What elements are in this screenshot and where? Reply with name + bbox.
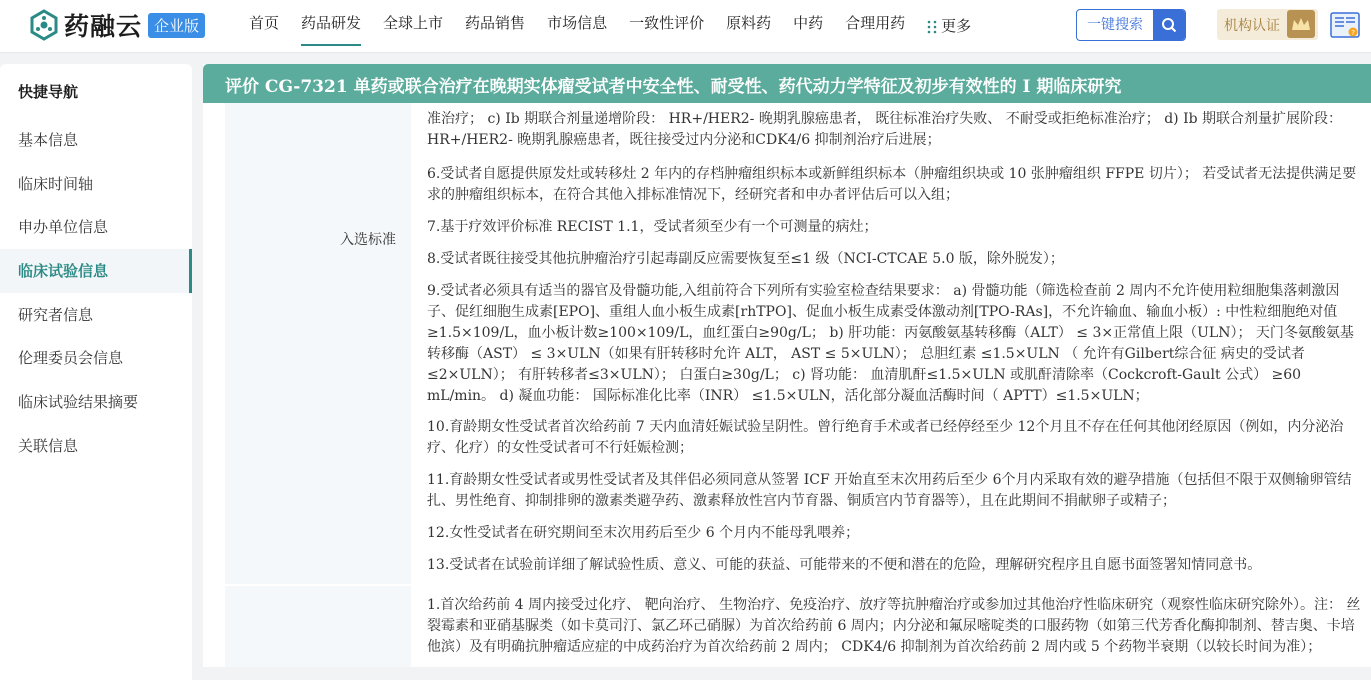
crown-icon (1287, 10, 1315, 38)
top-header (0, 0, 1371, 53)
inclusion-content (427, 64, 1371, 584)
exclusion-item: 1.首次给药前 4 周内接受过化疗、 靶向治疗、 生物治疗、免疫治疗、放疗等抗肿瘤治疗或参加过其他治疗性临床研究（观察性临床研究除外）。注： 丝裂霉素和亚硝基脲类（如卡莫司汀、氯乙环己硝脲）为首次给药前 6 周内；内分泌和氟尿嘧啶类的口服药物（如第三代芳香化酶抑制剂、替吉奥、卡培他滨）及有明确抗肿瘤适应症的中成药治疗为首次给药前 2 周内； CDK4/6 抑制剂为首次给药前 2 周内或 5 个药物半衰期（以较长时间为准）； (427, 597, 1361, 655)
nav-api[interactable]: 原料药 (726, 14, 772, 32)
inclusion-item: 7.基于疗效评价标准 RECIST 1.1，受试者须至少有一个可测量的病灶； (427, 219, 878, 235)
nav-home[interactable]: 首页 (249, 14, 280, 32)
inclusion-item: 8.受试者既往接受其他抗肿瘤治疗引起毒副反应需要恢复至≤1 级（NCI-CTCAE 5.0 版，除外脱发）； (427, 251, 1064, 267)
nav-consistency-eval[interactable]: 一致性评价 (629, 14, 705, 32)
org-cert-label: 机构认证 (1224, 17, 1280, 34)
sidebar-item-related[interactable]: 关联信息 (18, 437, 79, 455)
sidebar-item-basic-info[interactable]: 基本信息 (18, 131, 79, 149)
nav-market-info[interactable]: 市场信息 (547, 14, 608, 32)
sidebar-item-sponsor[interactable]: 申办单位信息 (18, 218, 109, 236)
nav-more-label: 更多 (941, 17, 972, 35)
inclusion-item: 11.育龄期女性受试者或男性受试者及其伴侣必须同意从签署 ICF 开始直至末次用药后至少 6个月内采取有效的避孕措施（包括但不限于双侧输卵管结扎、男性绝育、抑制排卵的激素类避孕药、激素释放性宫内节育器、铜质宫内节育器等），且在此期间不捐献卵子或精子； (427, 472, 1352, 509)
nav-more[interactable] (916, 0, 982, 52)
sidebar-item-investigator[interactable]: 研究者信息 (18, 306, 94, 324)
nav-rational-use[interactable]: 合理用药 (845, 14, 906, 32)
trial-title-bar (203, 64, 1371, 103)
quick-search-button[interactable] (1076, 9, 1186, 41)
inclusion-item: 13.受试者在试验前详细了解试验性质、意义、可能的获益、可能带来的不便和潜在的危险，理解研究程序且自愿书面签署知情同意书。 (427, 557, 1262, 573)
edition-badge: 企业版 (148, 13, 205, 38)
book-icon[interactable] (1329, 9, 1361, 41)
inclusion-item: 6.受试者自愿提供原发灶或转移灶 2 年内的存档肿瘤组织标本或新鲜组织标本（肿瘤组织块或 10 张肿瘤组织 FFPE 切片）； 若受试者无法提供满足要求的肿瘤组织标本，在符合其他入排标准情况下，经研究者和申办者评估后可以入组； (427, 166, 1357, 203)
inclusion-item: 9.受试者必须具有适当的器官及骨髓功能,入组前符合下列所有实验室检查结果要求： a) 骨髓功能（筛选检查前 2 周内不允许使用粒细胞集落刺激因子、促红细胞生成素[EPO]、重组人血小板生成素[rhTPO]、促血小板生成素受体激动剂[TPO-RAs]，不允许输血、输血小板）: 中性粒细胞绝对值≥1.5×109/L，血小板计数≥100×109/L，血红蛋白≥90g/L； b) 肝功能：丙氨酸氨基转移酶（ALT） ≤ 3×正常值上限（ULN）； 天门冬氨酸氨基转移酶（AST） ≤ 3×ULN（如果有肝转移时允许 ALT， AST ≤ 5×ULN）； 总胆红素 ≤1.5×ULN （ 允许有Gilbert综合征 病史的受试者≤2×ULN）； 有肝转移者≤3×ULN）； 白蛋白≥30g/L； c) 肾功能： 血清肌酐≤1.5×ULN 或肌酐清除率（Cockcroft-Gault 公式） ≥60 mL/min。 d) 凝血功能： 国际标准化比率（INR） ≤1.5×ULN，活化部分凝血活酶时间（ APTT）≤1.5×ULN； (427, 283, 1354, 404)
inclusion-item: 准治疗； c) Ib 期联合剂量递增阶段： HR+/HER2- 晚期乳腺癌患者， 既往标准治疗失败、 不耐受或拒绝标准治疗； d) Ib 期联合剂量扩展阶段：HR+/HER2- 晚期乳腺癌患者，既往接受过内分泌和CDK4/6 抑制剂治疗后进展； (427, 111, 1343, 148)
nav-global-launch[interactable]: 全球上市 (383, 14, 444, 32)
nav-drug-rd[interactable]: 药品研发 (290, 0, 372, 52)
exclusion-content (427, 586, 1371, 667)
quick-nav-sidebar (0, 64, 192, 680)
nav-drug-sales[interactable]: 药品销售 (465, 14, 526, 32)
inclusion-label-cell (225, 64, 411, 584)
inclusion-item: 12.女性受试者在研究期间至末次用药后至少 6 个月内不能母乳喂养； (427, 525, 860, 541)
sidebar-item-timeline[interactable]: 临床时间轴 (18, 175, 94, 193)
svg-text:?: ? (1351, 28, 1356, 37)
quick-search-label: 一键搜索 (1087, 17, 1143, 33)
sidebar-item-ethics[interactable]: 伦理委员会信息 (18, 349, 124, 367)
exclusion-label-cell (225, 586, 411, 667)
grid-dots-icon (927, 20, 937, 34)
search-icon[interactable] (1153, 10, 1185, 40)
trial-detail-panel (203, 64, 1371, 667)
logo-text: 药融云 (64, 12, 143, 41)
sidebar-item-trial-info[interactable]: 临床试验信息 (0, 249, 192, 293)
inclusion-item: 10.育龄期女性受试者首次给药前 7 天内血清妊娠试验呈阴性。曾行绝育手术或者已经停经至少 12个月且不存在任何其他闭经原因（例如，内分泌治疗、化疗）的女性受试者可不行妊娠检测； (427, 419, 1344, 456)
main-nav (238, 0, 982, 52)
sidebar-item-results[interactable]: 临床试验结果摘要 (18, 393, 139, 411)
trial-title: 评价 CG-7321 单药或联合治疗在晚期实体瘤受试者中安全性、耐受性、药代动力学特征及初步有效性的 I 期临床研究 (225, 77, 1122, 97)
inclusion-label: 入选标准 (340, 232, 396, 248)
nav-tcm[interactable]: 中药 (793, 14, 824, 32)
logo[interactable] (28, 6, 205, 44)
org-cert-button[interactable] (1217, 9, 1318, 40)
sidebar-title: 快捷导航 (18, 83, 79, 101)
logo-icon (28, 9, 60, 41)
